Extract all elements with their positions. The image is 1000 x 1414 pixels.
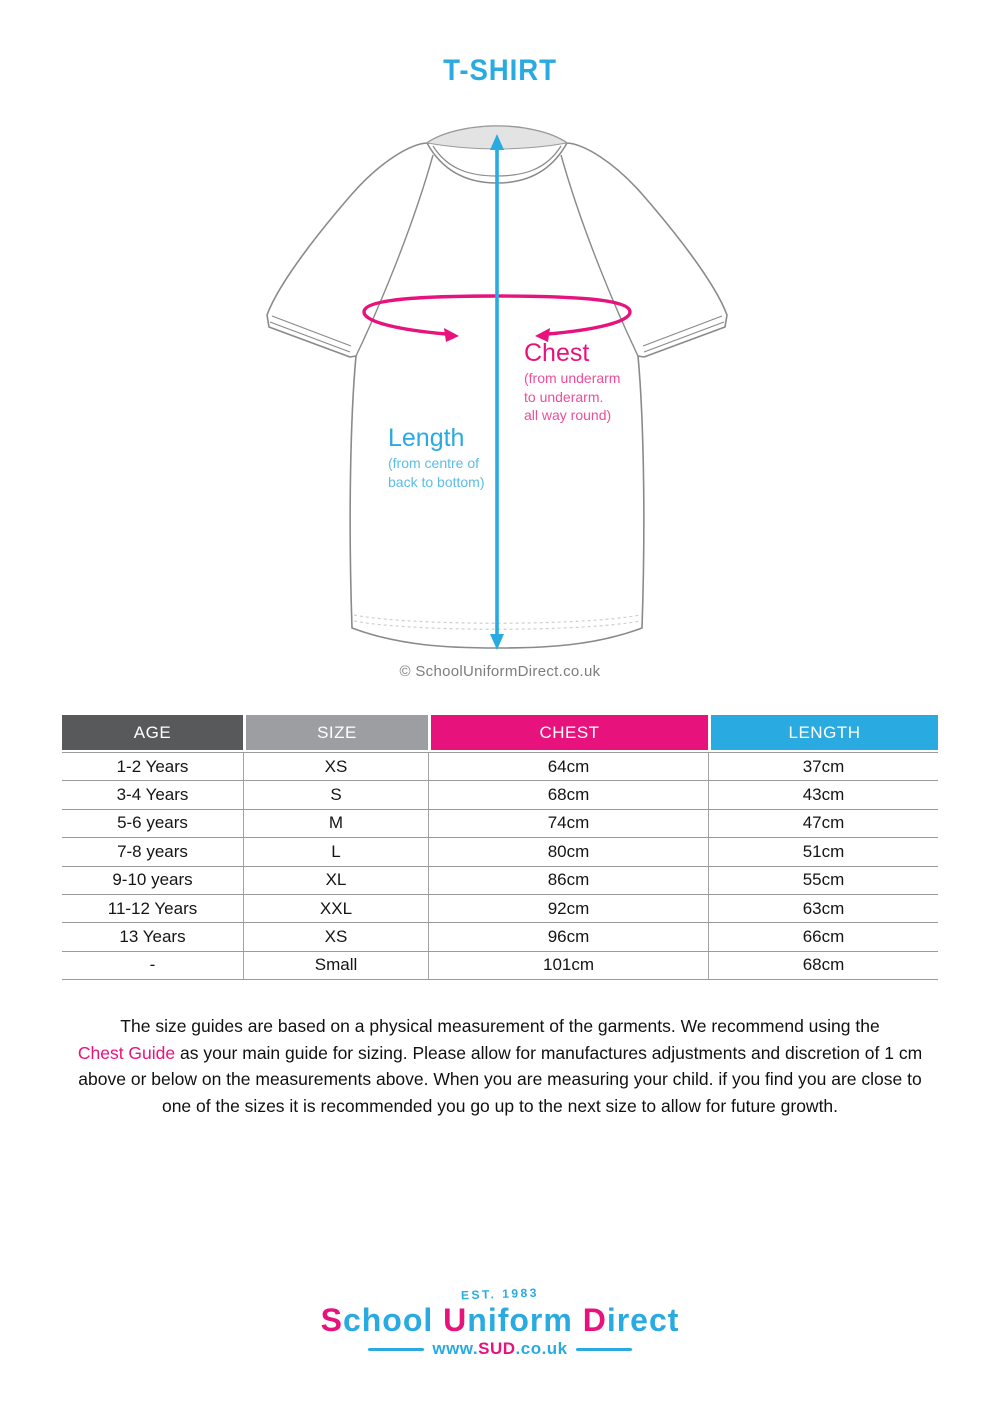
age-cell: 7-8 years	[117, 841, 188, 861]
table-row	[62, 753, 938, 780]
chest-sublabel-line: to underarm.	[524, 388, 604, 405]
logo-letters: niform	[467, 1302, 583, 1338]
logo-letter: S	[320, 1302, 343, 1338]
length-sublabel-line: back to bottom)	[388, 473, 485, 490]
chest-cell: 101cm	[428, 952, 708, 979]
chest-cell: 96cm	[428, 923, 708, 950]
chest-guide-link: Chest Guide	[77, 1042, 176, 1063]
logo-est-line	[0, 1285, 1000, 1303]
age-cell: 11-12 Years	[107, 898, 198, 918]
length-cell: 37cm	[708, 753, 938, 780]
length-cell: 63cm	[708, 895, 938, 922]
table-header-row	[62, 715, 938, 750]
chest-cell: 68cm	[428, 781, 708, 808]
age-cell: 3-4 Years	[116, 785, 189, 805]
header-size: SIZE	[243, 715, 428, 750]
note-line: above or below on the measurements above. When you are measuring your child. if you find you are close to	[78, 1069, 922, 1089]
table-row	[62, 780, 938, 808]
size-note	[0, 1013, 1000, 1119]
table-row	[62, 922, 938, 950]
page-title: T-SHIRT	[443, 54, 557, 87]
header-age: AGE	[62, 715, 243, 750]
header-length: LENGTH	[708, 715, 938, 750]
logo-letters: chool	[342, 1302, 444, 1338]
logo-dash-right	[576, 1348, 632, 1351]
size-cell: XL	[243, 867, 428, 894]
table-row	[62, 837, 938, 865]
length-label: Length	[388, 424, 465, 452]
logo-letter: U	[443, 1302, 468, 1338]
size-cell: XXL	[243, 895, 428, 922]
table-row	[62, 894, 938, 922]
length-cell: 43cm	[708, 781, 938, 808]
logo-letters: irect	[606, 1302, 680, 1338]
size-cell: L	[243, 838, 428, 865]
age-cell: 13 Years	[119, 927, 186, 947]
logo-letter: D	[582, 1302, 607, 1338]
age-cell: -	[149, 955, 156, 975]
url-sud: SUD	[478, 1339, 516, 1358]
logo-url	[432, 1339, 567, 1359]
note-line-text: as your main guide for sizing. Please allow for manufactures adjustments and discretion of 1 cm	[175, 1042, 923, 1063]
length-sublabel	[388, 454, 485, 491]
chest-cell: 74cm	[428, 810, 708, 837]
size-cell: Small	[243, 952, 428, 979]
table-row	[62, 809, 938, 837]
table-row	[62, 951, 938, 979]
size-table	[62, 715, 938, 980]
table-row	[62, 866, 938, 894]
logo-dash-left	[368, 1348, 424, 1351]
url-couk: .co.uk	[515, 1339, 568, 1358]
length-sublabel-line: (from centre of	[388, 455, 480, 471]
chest-cell: 86cm	[428, 867, 708, 894]
note-line	[0, 1040, 1000, 1067]
size-cell: S	[243, 781, 428, 808]
logo-name	[0, 1303, 1000, 1337]
logo-url-row	[0, 1339, 1000, 1359]
chest-sublabel-line: all way round)	[524, 407, 612, 423]
header-chest: CHEST	[428, 715, 708, 750]
table-body	[62, 752, 938, 980]
length-cell: 68cm	[708, 952, 938, 979]
brand-logo	[0, 1285, 1000, 1359]
size-cell: XS	[243, 753, 428, 780]
logo-est-text: EST. 1983	[460, 1285, 540, 1303]
chest-sublabel	[524, 369, 620, 425]
tshirt-diagram	[240, 110, 760, 670]
length-cell: 47cm	[708, 810, 938, 837]
age-cell: 1-2 Years	[116, 756, 189, 776]
chest-sublabel-line: (from underarm	[524, 370, 621, 386]
age-cell: 9-10 years	[112, 870, 193, 890]
chest-cell: 80cm	[428, 838, 708, 865]
size-cell: M	[243, 810, 428, 837]
chest-cell: 92cm	[428, 895, 708, 922]
length-cell: 51cm	[708, 838, 938, 865]
note-line: The size guides are based on a physical measurement of the garments. We recommend using the	[120, 1016, 880, 1036]
copyright-text: © SchoolUniformDirect.co.uk	[399, 663, 601, 680]
length-cell: 55cm	[708, 867, 938, 894]
note-line: one of the sizes it is recommended you go up to the next size to allow for future growth.	[161, 1095, 839, 1116]
chest-cell: 64cm	[428, 753, 708, 780]
age-cell: 5-6 years	[117, 813, 188, 833]
size-cell: XS	[243, 923, 428, 950]
url-www: www.	[432, 1339, 479, 1358]
length-cell: 66cm	[708, 923, 938, 950]
chest-label: Chest	[524, 339, 590, 367]
